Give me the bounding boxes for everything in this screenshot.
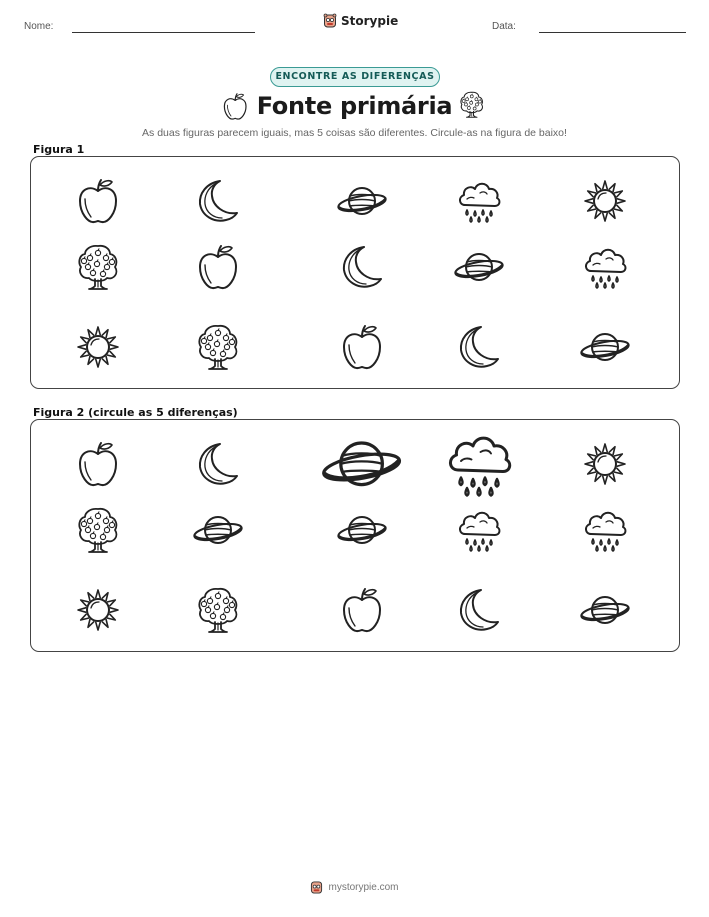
figure-1-panel xyxy=(30,156,680,389)
page-title: Fonte primária xyxy=(256,92,453,120)
brand-name: Storypie xyxy=(341,14,399,28)
footer-url[interactable]: mystorypie.com xyxy=(328,882,399,893)
tree-icon xyxy=(48,227,148,307)
apple-icon xyxy=(168,227,268,307)
storypie-mascot-icon xyxy=(310,880,323,895)
figure-2-label: Figura 2 (circule as 5 diferenças) xyxy=(33,406,238,419)
moon-icon xyxy=(429,307,529,387)
moon-icon[interactable] xyxy=(429,570,529,650)
moon-icon xyxy=(312,227,412,307)
tree-icon xyxy=(168,307,268,387)
footer xyxy=(0,880,709,895)
figure-1-label: Figura 1 xyxy=(33,143,85,156)
activity-badge: ENCONTRE AS DIFERENÇAS xyxy=(270,67,440,87)
tree-icon[interactable] xyxy=(48,490,148,570)
figure-2-panel[interactable] xyxy=(30,419,680,652)
cloud-icon[interactable] xyxy=(555,490,655,570)
tree-icon[interactable] xyxy=(168,570,268,650)
name-label: Nome: xyxy=(24,21,54,32)
sun-icon[interactable] xyxy=(48,570,148,650)
storypie-mascot-icon xyxy=(323,13,337,29)
instructions: As duas figuras parecem iguais, mas 5 coisas são diferentes. Circule-as na figura de baixo! xyxy=(142,127,567,139)
date-field[interactable] xyxy=(539,32,686,33)
cloud-icon[interactable] xyxy=(429,490,529,570)
name-field[interactable] xyxy=(72,32,255,33)
planet-icon[interactable] xyxy=(168,490,268,570)
planet-icon[interactable] xyxy=(312,490,412,570)
brand-logo xyxy=(323,13,398,29)
planet-icon[interactable] xyxy=(555,570,655,650)
apple-icon xyxy=(312,307,412,387)
tree-icon xyxy=(459,90,485,123)
date-label: Data: xyxy=(492,21,516,32)
planet-icon xyxy=(429,227,529,307)
planet-icon xyxy=(555,307,655,387)
sun-icon xyxy=(48,307,148,387)
apple-icon[interactable] xyxy=(312,570,412,650)
cloud-icon xyxy=(555,227,655,307)
